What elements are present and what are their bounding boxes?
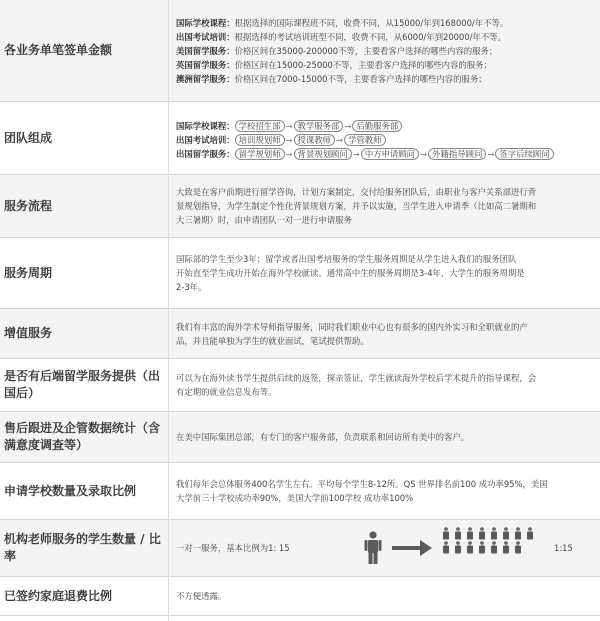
column-divider bbox=[168, 0, 169, 621]
row-label: 增值服务 bbox=[4, 326, 53, 340]
row-label: 服务流程 bbox=[4, 198, 53, 213]
student-icon bbox=[491, 527, 497, 539]
student-icon bbox=[515, 527, 521, 539]
student-icon bbox=[503, 541, 509, 553]
arrow-right-icon: → bbox=[487, 149, 495, 159]
team-tag: 培训规划师 bbox=[235, 134, 285, 146]
row-label: 各业务单笔签单金额 bbox=[4, 43, 113, 57]
row-label: 售后跟进及企管数据统计（含满意度调查等） bbox=[4, 421, 161, 452]
ratio-text: 一对一服务，基本比例为1: 15 bbox=[176, 543, 290, 553]
team-tag: 签字后续顾问 bbox=[495, 148, 553, 160]
student-icon bbox=[455, 527, 461, 539]
student-icon bbox=[479, 541, 485, 553]
student-icon bbox=[503, 527, 509, 539]
arrow-right-icon: → bbox=[285, 135, 293, 145]
arrow-right-icon: → bbox=[344, 121, 352, 131]
admission-content: 我们每年会总体服务400名学生左右。平均每个学生8-12所。QS 世界排名前100 成功率95%，美国 大学前三十学校成功率90%，美国大学前100学校 成功率100% bbox=[176, 479, 548, 503]
contract-amount-content: 国际学校课程：根据选择的国际课程班不同，收费不同，从15000/年到168000/年不等。 出国考试培训：根据选择的考试培训班型不同，收费不同，从6000/年到20000/年不等。 美国留学服务：价格区间在35000-200000不等，主要看客户选择的哪些内容的服务； 英国留学服务：价格区间在15000-25000不等，主要看客户选择的哪些内容的服务； 澳洲留学服务：价格区间在7000-15000不等，主要看客户选择的哪些内容的服务； bbox=[176, 18, 509, 84]
team-tag: 学管教师 bbox=[344, 134, 386, 146]
team-tag: 教学服务部 bbox=[294, 120, 344, 132]
after-service-content: 可以为在海外读书学生提供后续的返签，探亲签证，学生就读海外学校后学术提升的指导课程，会 有定期的就业信息发布等。 bbox=[176, 373, 537, 397]
student-icon bbox=[479, 527, 485, 539]
refund-content: 不方便透露。 bbox=[176, 591, 227, 601]
team-line: 国际学校课程： 学校招生部 → 教学服务部 → 后勤服务部 bbox=[176, 119, 594, 133]
arrow-right-icon: → bbox=[336, 135, 344, 145]
student-icon bbox=[455, 541, 461, 553]
team-line: 出国留学服务： 留学规划师 → 背景规划顾问 → 中方申请顾问 → 外籍指导顾问 → 签字后续顾问 bbox=[176, 147, 594, 161]
team-content bbox=[176, 114, 594, 166]
arrow-right-icon: → bbox=[285, 149, 293, 159]
ratio-content bbox=[176, 520, 596, 576]
student-icon bbox=[467, 541, 473, 553]
row-label: 团队组成 bbox=[4, 130, 53, 145]
person-group-icon bbox=[440, 526, 536, 570]
row-label: 是否有后端留学服务提供（出国后） bbox=[4, 369, 161, 400]
ratio-value: 1:15 bbox=[554, 543, 573, 553]
row-label: 机构老师服务的学生数量 / 比率 bbox=[4, 532, 161, 563]
service-period-content: 国际部的学生至少3年；留学或者出国考培服务的学生服务周期是从学生进入我们的服务团队 开始直至学生成功开始在海外学校就读。通常高中生的服务周期是3-4年，大学生的服务周期是 2-3年。 bbox=[176, 254, 525, 292]
team-tag: 学校招生部 bbox=[235, 120, 285, 132]
arrow-right-icon: → bbox=[352, 149, 360, 159]
team-tag: 外籍指导顾问 bbox=[428, 148, 486, 160]
team-tag: 中方申请顾问 bbox=[361, 148, 419, 160]
team-tag: 后勤服务部 bbox=[352, 120, 402, 132]
student-icon bbox=[515, 541, 521, 553]
follow-up-content: 在美中国际集团总部，有专门的客户服务部，负责联系和回访所有美中的客户。 bbox=[176, 432, 470, 442]
row-label: 服务周期 bbox=[4, 265, 53, 280]
team-tag: 留学规划师 bbox=[235, 148, 285, 160]
row-label: 申请学校数量及录取比例 bbox=[4, 483, 137, 498]
student-icon bbox=[443, 541, 449, 553]
service-flow-content: 大致是在客户前期进行留学咨询，计划方案制定，交付给服务团队后，由职业与客户关系部进行背 景规划指导，为学生制定个性化背景规划方案，并予以实施，当学生进入申请季（比如高二暑期和 大三暑期）时，由申请团队一对一进行申请服务 bbox=[176, 187, 537, 225]
student-icon bbox=[491, 541, 497, 553]
row-divider bbox=[0, 615, 600, 616]
student-icon bbox=[443, 527, 449, 539]
student-icon bbox=[527, 527, 533, 539]
student-icon bbox=[467, 527, 473, 539]
value-added-content: 我们有丰富的海外学术导师指导服务，同时我们职业中心也有很多的国内外实习和全职就业的产 品，并且能单独为学生的就业面试，笔试提供帮助。 bbox=[176, 321, 528, 346]
person-icon bbox=[362, 531, 384, 565]
arrow-right-icon bbox=[390, 538, 434, 558]
team-tag: 背景规划顾问 bbox=[294, 148, 352, 160]
arrow-right-icon: → bbox=[420, 149, 428, 159]
row-label: 已签约家庭退费比例 bbox=[4, 588, 113, 603]
team-tag: 授课教师 bbox=[294, 134, 336, 146]
team-line: 出国考试培训： 培训规划师 → 授课教师 → 学管教师 bbox=[176, 133, 594, 147]
arrow-right-icon: → bbox=[285, 121, 293, 131]
